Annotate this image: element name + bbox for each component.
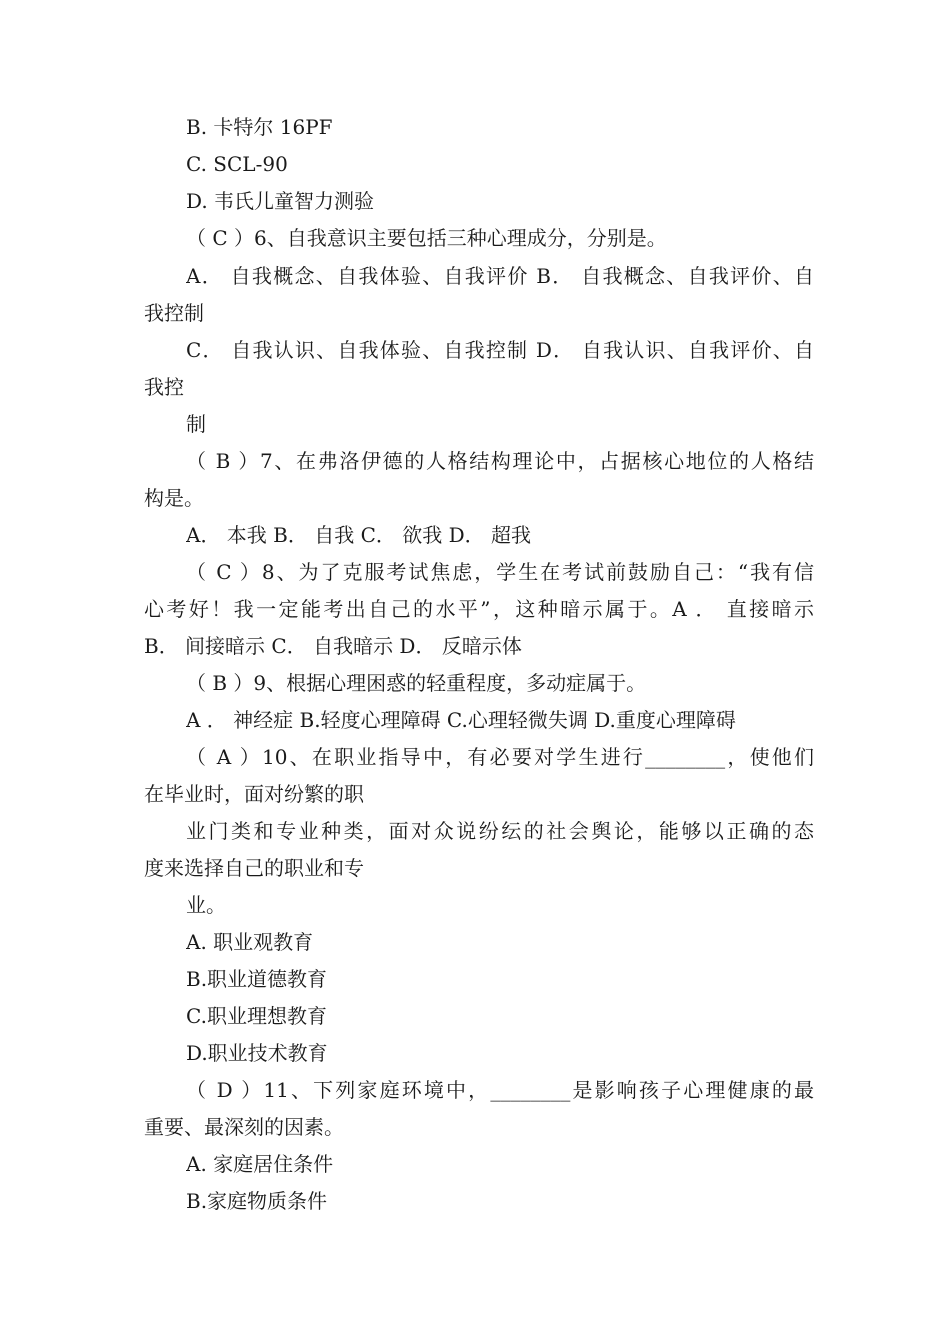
question-11-option-a: A. 家庭居住条件	[186, 1152, 334, 1176]
question-8-options: B． 间接暗示 C． 自我暗示 D． 反暗示体	[144, 634, 522, 658]
option-b-cattell-16pf: B. 卡特尔 16PF	[186, 115, 333, 139]
question-7-cont: 构是。	[144, 486, 204, 510]
question-9: （ B ）9、根据心理困惑的轻重程度，多动症属于。	[186, 671, 647, 695]
question-6-options-cd-cont: 我控	[144, 375, 184, 399]
question-10-option-c: C.职业理想教育	[186, 1004, 327, 1028]
question-10-option-b: B.职业道德教育	[186, 967, 328, 991]
question-9-options: A ． 神经症 B.轻度心理障碍 C.心理轻微失调 D.重度心理障碍	[186, 708, 736, 732]
question-10-cont3: 度来选择自己的职业和专	[144, 856, 364, 880]
question-10: （ A ）10、在职业指导中，有必要对学生进行________，使他们	[186, 745, 814, 769]
question-6-options-ab-cont: 我控制	[144, 301, 204, 325]
question-7-options: A． 本我 B． 自我 C． 欲我 D． 超我	[186, 523, 531, 547]
question-7: （ B ）7、在弗洛伊德的人格结构理论中，占据核心地位的人格结	[186, 449, 814, 473]
question-8: （ C ）8、为了克服考试焦虑，学生在考试前鼓励自己：“我有信	[186, 560, 814, 584]
question-11-cont: 重要、最深刻的因素。	[144, 1115, 344, 1139]
option-d-wechsler: D. 韦氏儿童智力测验	[186, 189, 375, 213]
question-6-options-ab: A． 自我概念、自我体验、自我评价 B． 自我概念、自我评价、自	[186, 264, 814, 288]
option-c-scl90: C. SCL-90	[186, 152, 288, 176]
question-10-cont: 在毕业时，面对纷繁的职	[144, 782, 364, 806]
question-11-option-b: B.家庭物质条件	[186, 1189, 328, 1213]
question-10-option-d: D.职业技术教育	[186, 1041, 328, 1065]
question-10-option-a: A. 职业观教育	[186, 930, 314, 954]
question-8-cont: 心考好！我一定能考出自己的水平”，这种暗示属于。A ． 直接暗示	[144, 597, 814, 621]
question-6: （ C ）6、自我意识主要包括三种心理成分，分别是。	[186, 226, 667, 250]
question-10-cont2: 业门类和专业种类，面对众说纷纭的社会舆论，能够以正确的态	[186, 819, 814, 843]
question-6-options-cd: C． 自我认识、自我体验、自我控制 D． 自我认识、自我评价、自	[186, 338, 814, 362]
question-11: （ D ）11、下列家庭环境中，________是影响孩子心理健康的最	[186, 1078, 814, 1102]
question-10-cont4: 业。	[186, 893, 226, 917]
question-6-options-cd-cont2: 制	[186, 412, 206, 436]
